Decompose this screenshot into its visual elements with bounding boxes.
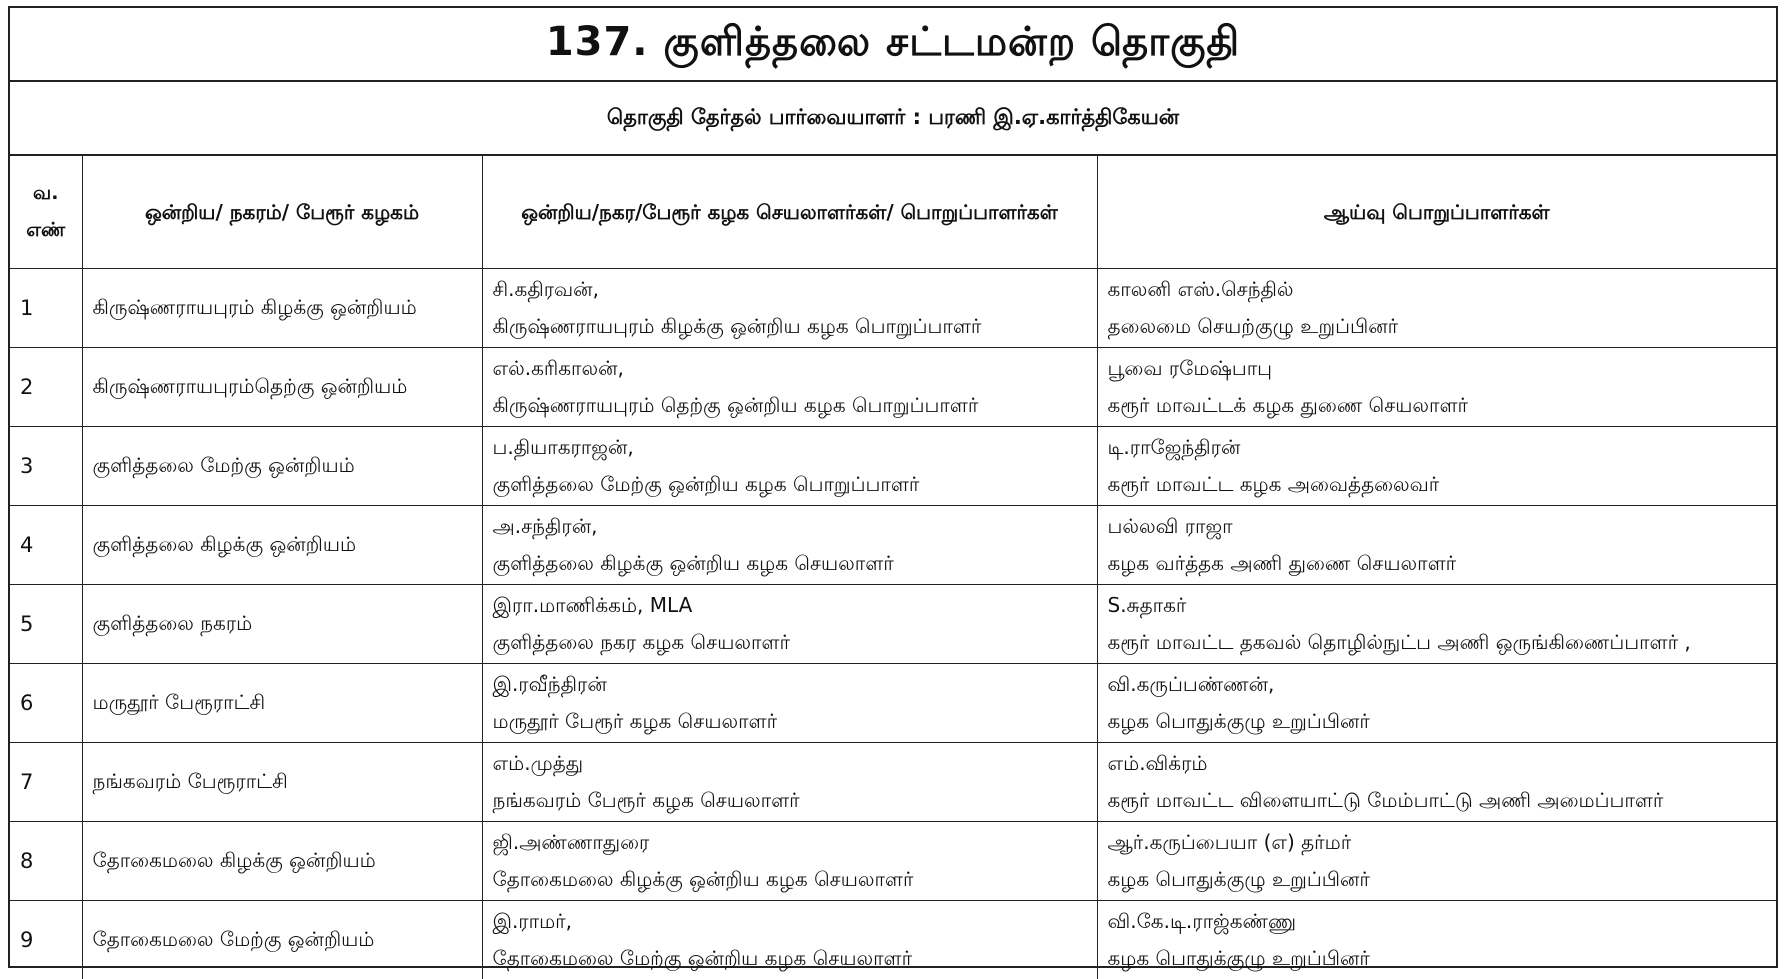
union-cell: குளித்தலை நகரம் [82,585,482,664]
serial-number-cell: 3 [10,427,82,506]
secretary-role: கிருஷ்ணராயபுரம் கிழக்கு ஒன்றிய கழக பொறுப்பாளர் [493,308,1087,345]
table-header-row [10,156,1776,269]
reviewer-header: ஆய்வு பொறுப்பாளர்கள் [1097,156,1776,269]
election-observer-line: தொகுதி தேர்தல் பார்வையாளர் : பரணி இ.ஏ.கார்த்திகேயன் [10,82,1776,156]
secretary-name: எம்.முத்து [493,745,1087,782]
reviewer-cell [1097,743,1776,822]
serial-number-cell: 8 [10,822,82,901]
reviewer-name: பல்லவி ராஜா [1108,508,1767,545]
reviewer-cell [1097,427,1776,506]
union-cell: தோகைமலை கிழக்கு ஒன்றியம் [82,822,482,901]
table-row [10,822,1776,901]
serial-number-cell: 1 [10,269,82,348]
secretary-header: ஒன்றிய/நகர/பேரூர் கழக செயலாளர்கள்/ பொறுப்பாளர்கள் [482,156,1097,269]
secretary-role: குளித்தலை கிழக்கு ஒன்றிய கழக செயலாளர் [493,545,1087,582]
table-row [10,348,1776,427]
responsibility-table [10,156,1776,979]
secretary-cell [482,348,1097,427]
reviewer-name: வி.கே.டி.ராஜ்கண்ணு [1108,903,1767,940]
reviewer-name: காலனி எஸ்.செந்தில் [1108,271,1767,308]
secretary-role: கிருஷ்ணராயபுரம் தெற்கு ஒன்றிய கழக பொறுப்பாளர் [493,387,1087,424]
secretary-role: தோகைமலை கிழக்கு ஒன்றிய கழக செயலாளர் [493,861,1087,898]
secretary-name: இ.ராமர், [493,903,1087,940]
reviewer-cell [1097,664,1776,743]
table-row [10,506,1776,585]
table-row [10,427,1776,506]
secretary-name: இரா.மாணிக்கம், MLA [493,587,1087,624]
union-cell: தோகைமலை மேற்கு ஒன்றியம் [82,901,482,979]
union-cell: கிருஷ்ணராயபுரம்தெற்கு ஒன்றியம் [82,348,482,427]
secretary-cell [482,901,1097,979]
serial-number-header [10,156,82,269]
serial-number-cell: 4 [10,506,82,585]
union-cell: குளித்தலை மேற்கு ஒன்றியம் [82,427,482,506]
reviewer-role: கரூர் மாவட்டக் கழக துணை செயலாளர் [1108,387,1767,424]
reviewer-name: எம்.விக்ரம் [1108,745,1767,782]
secretary-cell [482,664,1097,743]
reviewer-cell [1097,585,1776,664]
reviewer-cell [1097,506,1776,585]
reviewer-cell [1097,901,1776,979]
secretary-cell [482,822,1097,901]
reviewer-role: கரூர் மாவட்ட தகவல் தொழில்நுட்ப அணி ஒருங்கிணைப்பாளர் , [1108,624,1767,661]
serial-number-header-line1: வ. [14,175,78,212]
serial-number-cell: 6 [10,664,82,743]
reviewer-role: கழக பொதுக்குழு உறுப்பினர் [1108,861,1767,898]
reviewer-role: கரூர் மாவட்ட கழக அவைத்தலைவர் [1108,466,1767,503]
secretary-cell [482,506,1097,585]
reviewer-cell [1097,822,1776,901]
reviewer-role: கழக பொதுக்குழு உறுப்பினர் [1108,940,1767,977]
serial-number-cell: 2 [10,348,82,427]
reviewer-name: ஆர்.கருப்பையா (எ) தர்மர் [1108,824,1767,861]
union-cell: நங்கவரம் பேரூராட்சி [82,743,482,822]
secretary-role: குளித்தலை மேற்கு ஒன்றிய கழக பொறுப்பாளர் [493,466,1087,503]
union-cell: கிருஷ்ணராயபுரம் கிழக்கு ஒன்றியம் [82,269,482,348]
reviewer-role: கழக வர்த்தக அணி துணை செயலாளர் [1108,545,1767,582]
secretary-name: இ.ரவீந்திரன் [493,666,1087,703]
reviewer-role: கரூர் மாவட்ட விளையாட்டு மேம்பாட்டு அணி அமைப்பாளர் [1108,782,1767,819]
table-row [10,585,1776,664]
serial-number-cell: 7 [10,743,82,822]
table-row [10,269,1776,348]
secretary-name: அ.சந்திரன், [493,508,1087,545]
union-cell: மருதூர் பேரூராட்சி [82,664,482,743]
page-title: 137. குளித்தலை சட்டமன்ற தொகுதி [10,8,1776,82]
reviewer-cell [1097,348,1776,427]
secretary-cell [482,427,1097,506]
table-row [10,743,1776,822]
reviewer-name: பூவை ரமேஷ்பாபு [1108,350,1767,387]
union-cell: குளித்தலை கிழக்கு ஒன்றியம் [82,506,482,585]
serial-number-cell: 9 [10,901,82,979]
reviewer-name: டி.ராஜேந்திரன் [1108,429,1767,466]
secretary-name: சி.கதிரவன், [493,271,1087,308]
reviewer-role: தலைமை செயற்குழு உறுப்பினர் [1108,308,1767,345]
table-body [10,269,1776,979]
secretary-role: தோகைமலை மேற்கு ஒன்றிய கழக செயலாளர் [493,940,1087,977]
secretary-role: குளித்தலை நகர கழக செயலாளர் [493,624,1087,661]
secretary-name: ப.தியாகராஜன், [493,429,1087,466]
secretary-name: எல்.கரிகாலன், [493,350,1087,387]
secretary-cell [482,269,1097,348]
reviewer-name: S.சுதாகர் [1108,587,1767,624]
secretary-cell [482,743,1097,822]
union-header: ஒன்றிய/ நகரம்/ பேரூர் கழகம் [82,156,482,269]
secretary-role: நங்கவரம் பேரூர் கழக செயலாளர் [493,782,1087,819]
serial-number-cell: 5 [10,585,82,664]
constituency-sheet [8,6,1778,968]
secretary-cell [482,585,1097,664]
reviewer-role: கழக பொதுக்குழு உறுப்பினர் [1108,703,1767,740]
serial-number-header-line2: எண் [14,212,78,249]
secretary-role: மருதூர் பேரூர் கழக செயலாளர் [493,703,1087,740]
reviewer-name: வி.கருப்பண்ணன், [1108,666,1767,703]
reviewer-cell [1097,269,1776,348]
table-row [10,664,1776,743]
table-row [10,901,1776,979]
secretary-name: ஜி.அண்ணாதுரை [493,824,1087,861]
